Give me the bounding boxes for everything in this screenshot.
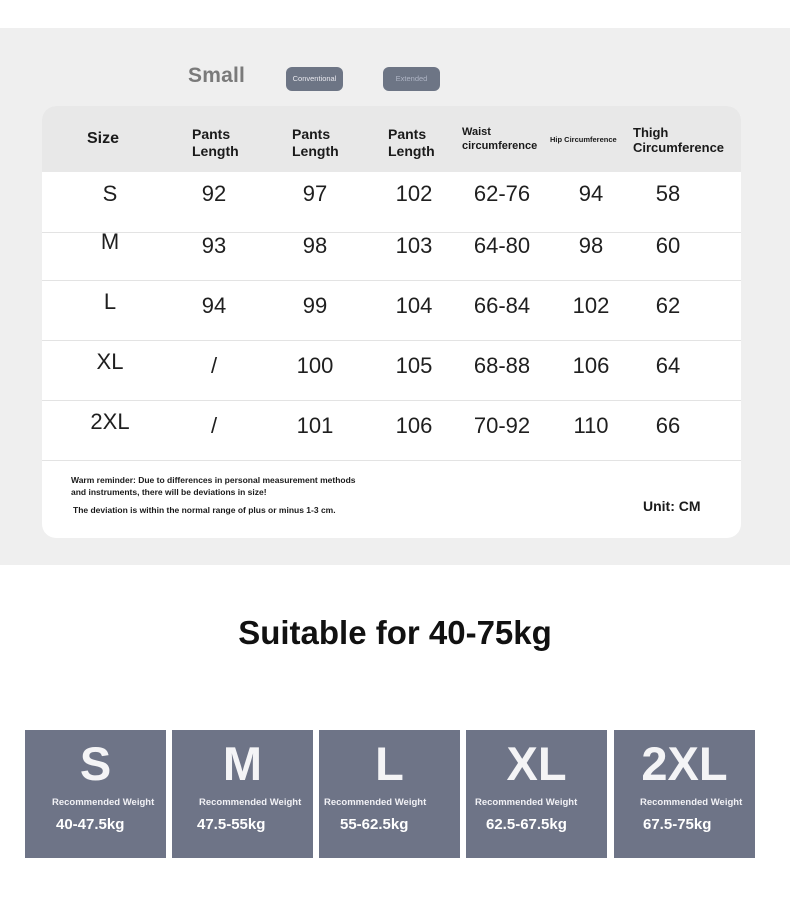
cell-waist: 64-80 bbox=[473, 233, 531, 258]
weight-range: 67.5-75kg bbox=[643, 816, 712, 833]
weight-range: 62.5-67.5kg bbox=[486, 816, 567, 833]
header-text: Length bbox=[388, 142, 435, 159]
cell-thigh: 60 bbox=[655, 233, 681, 258]
header-text: Pants bbox=[192, 126, 231, 142]
tab-conventional[interactable]: Conventional bbox=[286, 67, 343, 91]
cell-hip: 102 bbox=[572, 293, 610, 318]
size-table-card bbox=[42, 106, 741, 538]
weight-range: 40-47.5kg bbox=[56, 816, 125, 833]
cell-thigh: 62 bbox=[655, 293, 681, 318]
header-waist bbox=[462, 126, 537, 154]
cell-waist: 68-88 bbox=[473, 353, 531, 378]
header-pants-length-2 bbox=[292, 126, 339, 160]
cell-size: 2XL bbox=[90, 409, 130, 434]
note-text: Warm reminder: Due to differences in personal measurement methods bbox=[71, 475, 356, 485]
cell-pants-length-1: / bbox=[210, 413, 218, 438]
cell-pants-length-2: 101 bbox=[296, 413, 334, 438]
suitable-weight-title: Suitable for 40-75kg bbox=[238, 614, 552, 651]
header-text: Pants bbox=[388, 126, 427, 142]
cell-pants-length-2: 98 bbox=[302, 233, 328, 258]
table-row bbox=[42, 220, 741, 281]
cell-pants-length-3: 104 bbox=[395, 293, 433, 318]
recommended-weight-label: Recommended Weight bbox=[640, 797, 743, 808]
note-text: and instruments, there will be deviations in size! bbox=[71, 487, 267, 497]
warm-reminder-note bbox=[71, 474, 411, 498]
header-text: Length bbox=[292, 142, 339, 159]
cell-pants-length-2: 97 bbox=[302, 181, 328, 206]
header-text: Pants bbox=[292, 126, 331, 142]
cell-pants-length-3: 105 bbox=[395, 353, 433, 378]
cell-hip: 106 bbox=[572, 353, 610, 378]
cell-size: XL bbox=[96, 349, 124, 374]
top-margin bbox=[0, 0, 790, 28]
cell-pants-length-2: 99 bbox=[302, 293, 328, 318]
cell-thigh: 66 bbox=[655, 413, 681, 438]
header-text: Thigh bbox=[633, 125, 669, 140]
cell-pants-length-1: / bbox=[210, 353, 218, 378]
cell-thigh: 58 bbox=[655, 181, 681, 206]
cell-pants-length-1: 94 bbox=[201, 293, 227, 318]
header-text: Length bbox=[192, 142, 239, 159]
cell-pants-length-3: 103 bbox=[395, 233, 433, 258]
size-label: 2XL bbox=[641, 737, 728, 790]
cell-pants-length-1: 93 bbox=[201, 233, 227, 258]
cell-pants-length-2: 100 bbox=[296, 353, 334, 378]
table-row bbox=[42, 400, 741, 461]
tab-extended[interactable]: Extended bbox=[383, 67, 440, 91]
cell-size: L bbox=[103, 289, 117, 314]
header-hip: Hip Circumference bbox=[550, 135, 617, 144]
weight-box-l bbox=[319, 730, 460, 858]
cell-hip: 110 bbox=[573, 413, 609, 438]
weight-range: 47.5-55kg bbox=[197, 816, 266, 833]
recommended-weight-label: Recommended Weight bbox=[199, 797, 302, 808]
cell-size: M bbox=[100, 229, 120, 254]
header-size: Size bbox=[87, 130, 120, 147]
header-text: Waist bbox=[462, 126, 491, 138]
size-label: M bbox=[222, 737, 263, 790]
weight-box-xl bbox=[466, 730, 607, 858]
cell-pants-length-1: 92 bbox=[201, 181, 227, 206]
header-pants-length-3 bbox=[388, 126, 435, 160]
weight-box-m bbox=[172, 730, 313, 858]
tab-small[interactable]: Small bbox=[188, 64, 246, 87]
header-pants-length-1 bbox=[192, 126, 239, 160]
size-label: XL bbox=[506, 737, 567, 790]
cell-hip: 98 bbox=[578, 233, 604, 258]
cell-hip: 94 bbox=[578, 181, 604, 206]
cell-waist: 62-76 bbox=[473, 181, 531, 206]
header-text: Circumference bbox=[633, 139, 725, 155]
recommended-weight-label: Recommended Weight bbox=[475, 797, 578, 808]
table-row bbox=[42, 280, 741, 341]
deviation-note: The deviation is within the normal range of plus or minus 1-3 cm. bbox=[73, 505, 336, 515]
weight-box-s bbox=[25, 730, 166, 858]
recommended-weight-label: Recommended Weight bbox=[324, 797, 427, 808]
fit-tabs bbox=[0, 62, 790, 96]
weight-box-2xl bbox=[614, 730, 755, 858]
header-thigh bbox=[633, 126, 724, 156]
cell-waist: 66-84 bbox=[473, 293, 531, 318]
table-row bbox=[42, 340, 741, 401]
weight-range: 55-62.5kg bbox=[340, 816, 409, 833]
cell-thigh: 64 bbox=[655, 353, 681, 378]
unit-label: Unit: CM bbox=[643, 498, 701, 514]
size-label: L bbox=[375, 737, 404, 790]
cell-pants-length-3: 106 bbox=[395, 413, 433, 438]
header-text: circumference bbox=[462, 139, 538, 152]
cell-waist: 70-92 bbox=[473, 413, 531, 438]
cell-pants-length-3: 102 bbox=[395, 181, 433, 206]
size-label: S bbox=[79, 737, 112, 790]
cell-size: S bbox=[102, 181, 118, 206]
recommended-weight-label: Recommended Weight bbox=[52, 797, 155, 808]
table-header bbox=[42, 106, 741, 172]
